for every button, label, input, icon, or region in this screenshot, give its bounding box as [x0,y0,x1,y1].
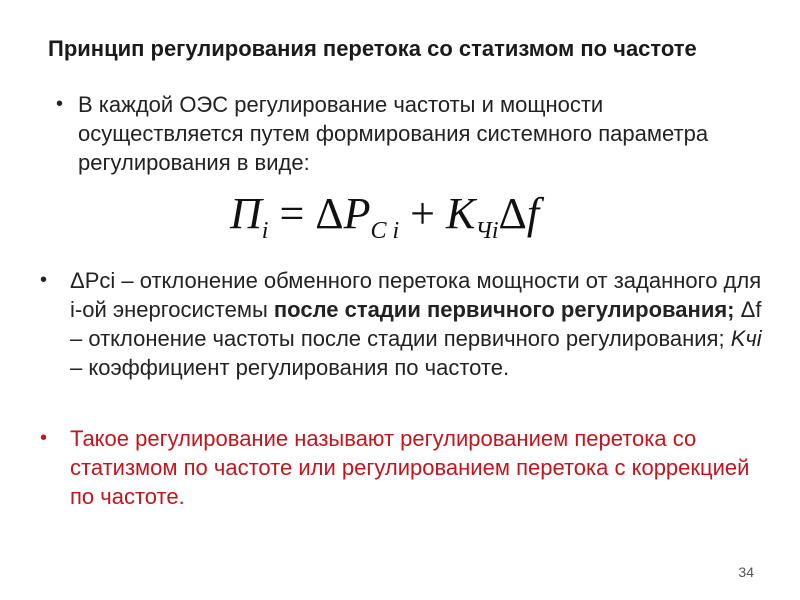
page-number: 34 [738,564,754,580]
formula-p-subscript: C i [370,218,400,244]
definition-text: – отклонение обменного перетока мощности от заданного для i-ой энергосистемы [70,268,762,322]
symbol-kchi: Kчi [730,326,762,351]
symbol-delta-f: Δf [740,297,762,322]
bullet-marker: • [56,93,64,115]
formula-delta-f: Δ [498,189,527,238]
definition-text: – коэффициент регулирования по частоте. [70,355,510,380]
symbol-delta-pci: ΔPci [70,268,116,293]
formula-pi-subscript: i [261,218,269,244]
bullet-marker: • [40,427,48,449]
formula-pi: Π [230,189,262,238]
regulation-formula [230,182,590,246]
bullet-regulation-name: Такое регулирование называют регулированием перетока со статизмом по частоте или регулированием перетока с коррекцией по частоте. [70,426,750,509]
definition-emphasis: после стадии первичного регулирования; [273,297,735,322]
bullet-marker: • [40,269,48,291]
formula-k: K [445,189,476,238]
formula-k-subscript: Чi [475,218,499,244]
formula-p: P [343,189,371,238]
formula-equals: = [268,189,316,238]
slide-title: Принцип регулирования перетока со статизмом по частоте [48,36,697,61]
formula-f: f [526,189,540,238]
formula-plus: + [399,189,446,238]
definition-text: – отклонение частоты после стадии первичного регулирования; [70,326,731,351]
bullet-definitions [70,266,770,382]
formula-delta-p: Δ [315,189,344,238]
bullet-system-parameter: В каждой ОЭС регулирование частоты и мощности осуществляется путем формирования системного параметра регулирования в виде: [78,92,709,175]
